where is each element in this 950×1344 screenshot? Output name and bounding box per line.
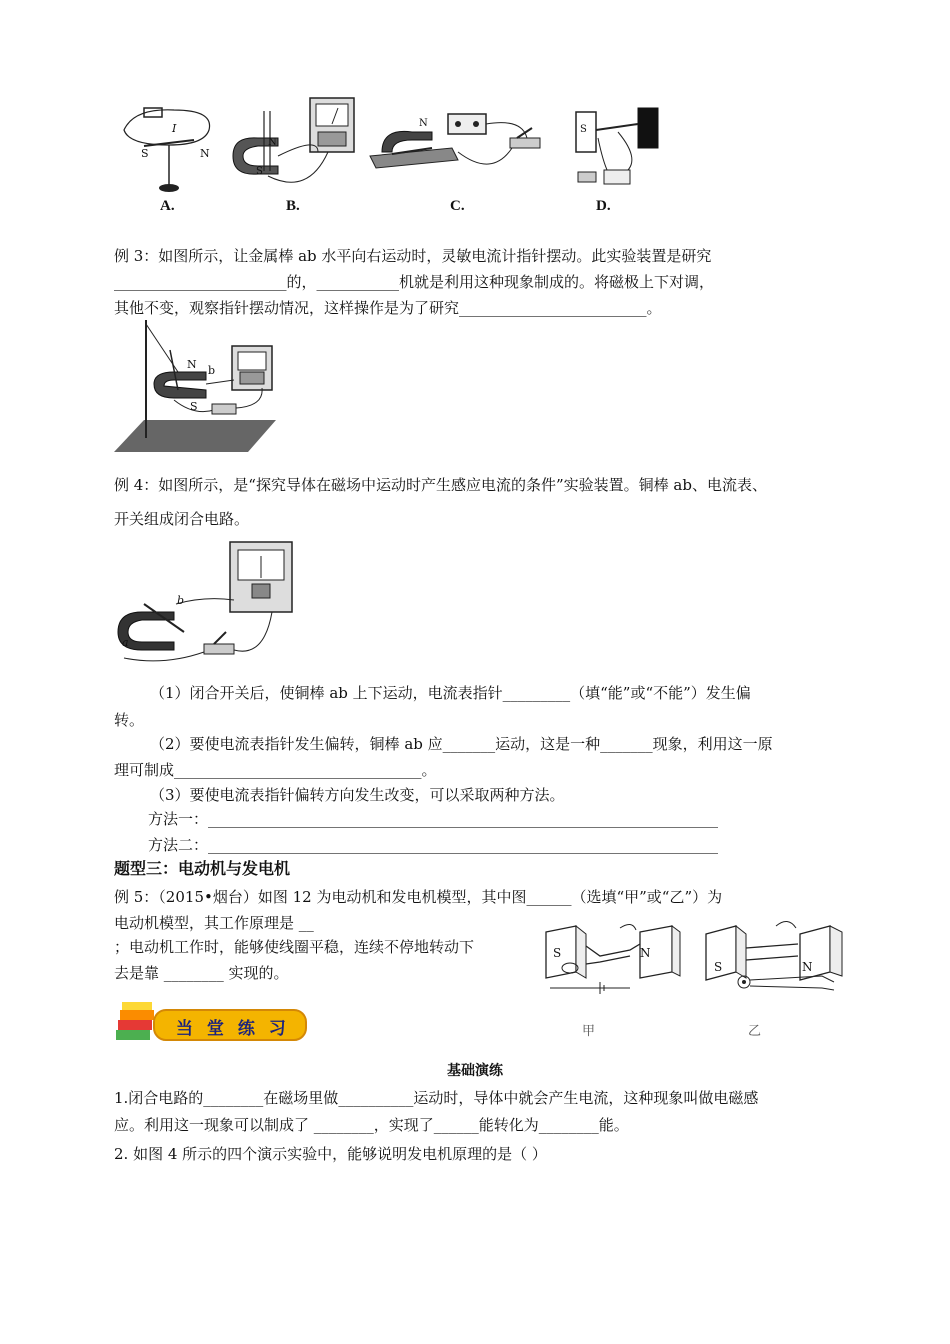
figure-example4 [114, 540, 294, 666]
ex4-method2: 方法二：____________________________________________________________________ [148, 836, 719, 854]
ex5-label-s1: S [553, 946, 562, 960]
label-c-n: N [419, 118, 428, 129]
figure-c [362, 108, 552, 188]
section3-title: 题型三：电动机与发电机 [114, 859, 291, 878]
label-d-s: S [580, 124, 587, 135]
ex5-line3: ；电动机工作时，能够使线圈平稳，连续不停地转动下 [114, 938, 475, 956]
ex4-line2: 开关组成闭合电路。 [114, 510, 250, 528]
banner-text: 当 堂 练 习 [176, 1019, 290, 1039]
figure-motor-jia [540, 916, 690, 1002]
ex5-label-s2: S [714, 960, 723, 974]
label-a-i: I [172, 122, 177, 135]
ex3-label-s: S [190, 400, 198, 413]
ex4-q2b: 理可制成_________________________________。 [114, 761, 437, 779]
ex5-line2: 电动机模型，其工作原理是 __ [114, 914, 314, 932]
figure-generator-yi [702, 916, 848, 1006]
practice-q1b: 应。利用这一现象可以制成了 ________，实现了______能转化为________能。 [114, 1116, 629, 1134]
ex3-line3: 其他不变，观察指针摆动情况，这样操作是为了研究_________________________。 [114, 299, 662, 317]
ex5-label-jia: 甲 [582, 1024, 596, 1039]
practice-q1a: 1.闭合电路的________在磁场里做__________运动时，导体中就会产生电流，这种现象叫做电磁感 [114, 1089, 759, 1107]
label-a-n: N [200, 147, 210, 160]
caption-b: B. [286, 198, 300, 214]
figure-example3 [114, 320, 276, 452]
caption-a: A. [160, 198, 175, 214]
ex3-line1: 例 3：如图所示，让金属棒 ab 水平向右运动时，灵敏电流计指针摆动。此实验装置是研究 [114, 247, 712, 265]
ex3-label-n: N [187, 358, 197, 371]
ex4-q3: （3）要使电流表指针偏转方向发生改变，可以采取两种方法。 [150, 786, 565, 804]
ex4-q2a: （2）要使电流表指针发生偏转，铜棒 ab 应_______运动，这是一种_______现象，利用这一原 [150, 735, 773, 753]
ex3-label-b: b [208, 364, 216, 377]
ex4-label-b: b [177, 594, 185, 607]
ex5-line4: 去是靠 ________ 实现的。 [114, 964, 289, 982]
ex5-label-n2: N [802, 960, 813, 974]
label-a-s: S [141, 147, 149, 160]
ex4-label-a: a [122, 636, 129, 649]
ex3-line2: _______________________的，___________机就是利用这种现象制成的。将磁极上下对调， [114, 273, 715, 291]
practice-q2: 2. 如图 4 所示的四个演示实验中，能够说明发电机原理的是（ ） [114, 1145, 547, 1163]
ex4-line1: 例 4：如图所示，是“探究导体在磁场中运动时产生感应电流的条件”实验装置。铜棒 ab、电流表、 [114, 476, 767, 494]
practice-banner [114, 1000, 310, 1050]
ex5-label-n1: N [640, 946, 651, 960]
figure-b [228, 96, 356, 192]
label-b-n: N [268, 137, 277, 148]
ex4-q1b: 转。 [114, 711, 145, 729]
ex5-label-yi: 乙 [748, 1024, 762, 1039]
ex5-line1: 例 5：（2015•烟台）如图 12 为电动机和发电机模型，其中图______（选填“甲”或“乙”）为 [114, 888, 723, 906]
figure-d [568, 102, 660, 192]
ex4-q1a: （1）闭合开关后，使铜棒 ab 上下运动，电流表指针_________（填“能”或“不能”）发生偏 [150, 684, 751, 702]
practice-title: 基础演练 [447, 1063, 503, 1079]
ex4-method1: 方法一：____________________________________________________________________ [148, 810, 719, 828]
label-b-s: S [256, 166, 263, 177]
caption-c: C. [450, 198, 465, 214]
caption-d: D. [596, 198, 611, 214]
